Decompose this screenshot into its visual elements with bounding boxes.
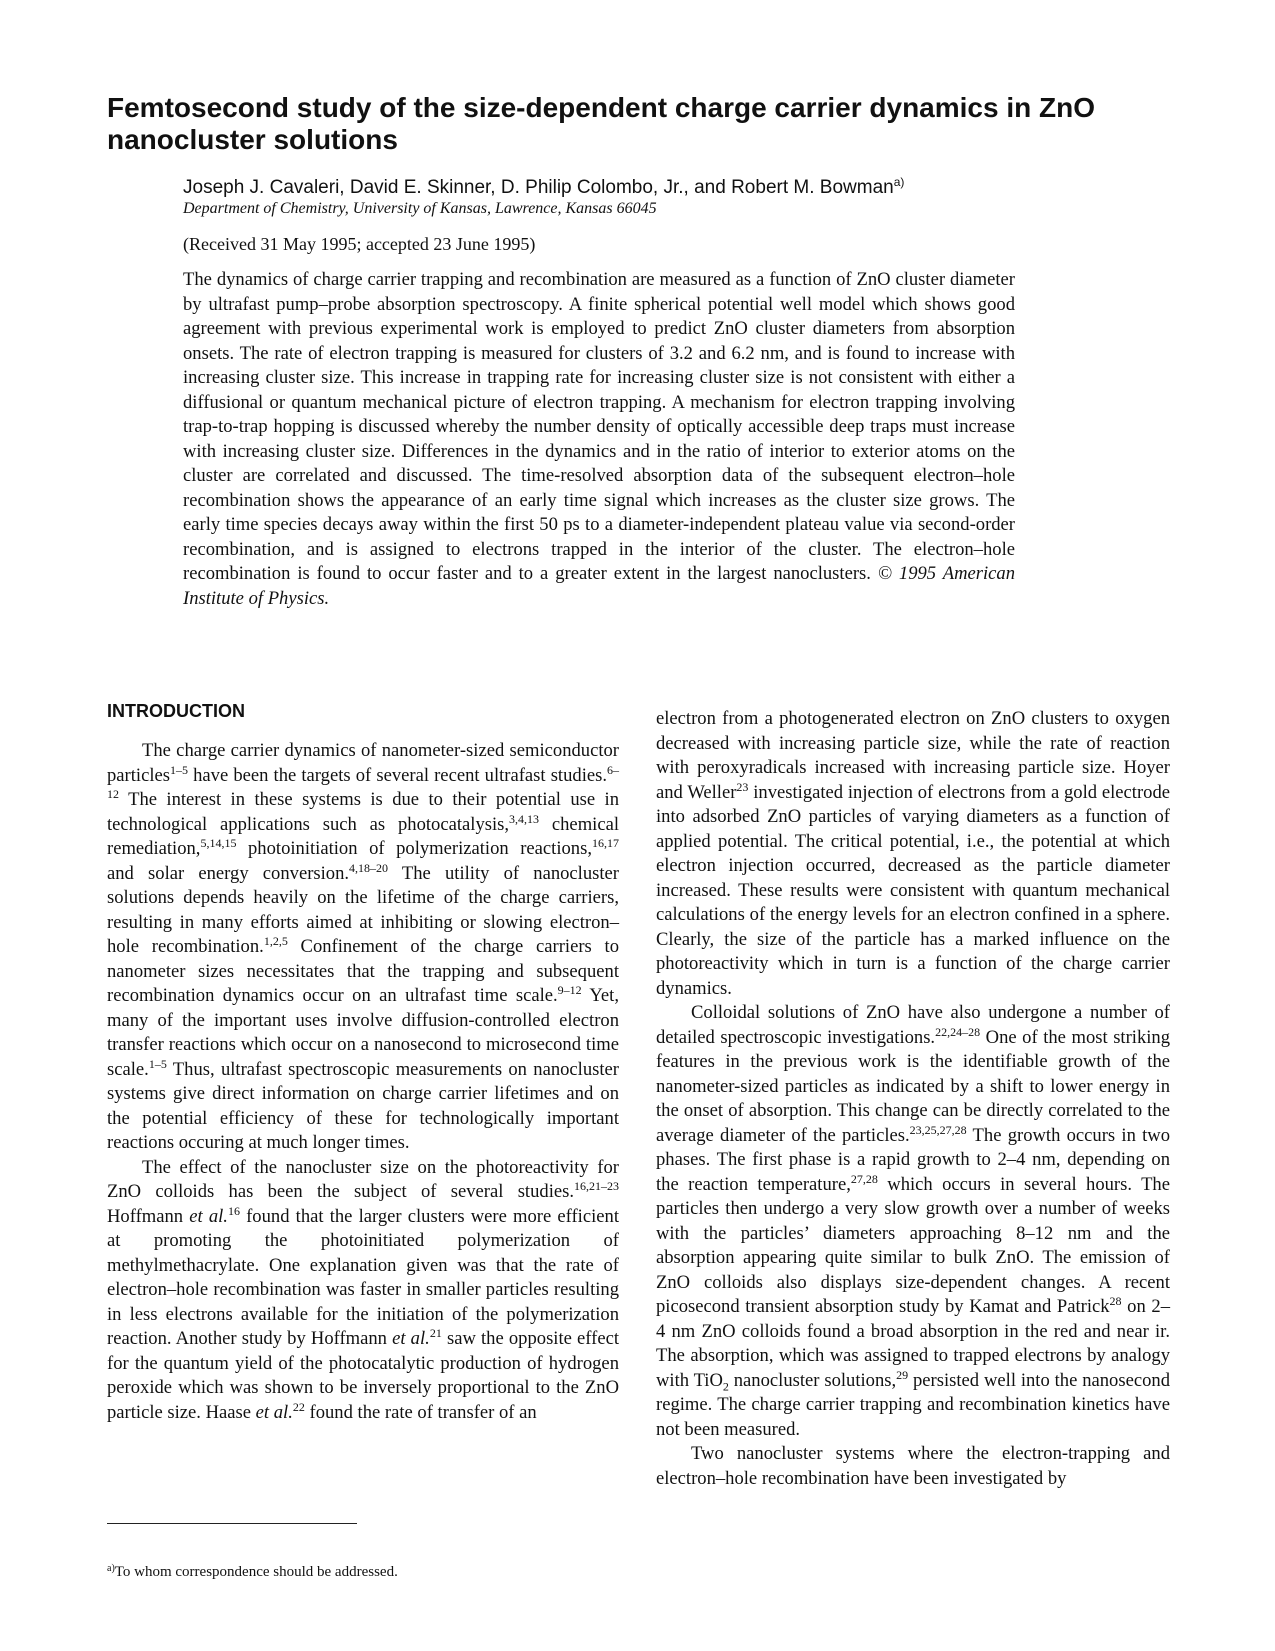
text-run: Two nanocluster systems where the electron-trapping and electron–hole recombination have been investigated by bbox=[656, 1443, 1170, 1489]
text-run: photoinitiation of polymerization reactions, bbox=[236, 838, 592, 859]
citation: 1,2,5 bbox=[263, 934, 288, 948]
author-footnote-mark: a) bbox=[893, 175, 905, 189]
text-run: One of the most striking features in the previous work is the identifiable growth of the nanometer-sized particles as indicated by a shift to lower energy in the onset of absorption. This change can be directly correlated to the average diameter of the particles. bbox=[656, 1026, 1171, 1146]
text-run: et al. bbox=[392, 1328, 430, 1349]
citation: 3,4,13 bbox=[509, 811, 540, 826]
subscript: 2 bbox=[722, 1379, 729, 1394]
author-names: Joseph J. Cavaleri, David E. Skinner, D. Philip Colombo, Jr., and Robert M. Bowman bbox=[183, 177, 894, 198]
text-run: found the rate of transfer of an bbox=[304, 1401, 537, 1423]
footnote-mark: a) bbox=[107, 1563, 115, 1574]
footnote-text: To whom correspondence should be addressed. bbox=[114, 1564, 398, 1580]
text-run: electron from a photogenerated electron on ZnO clusters to oxygen decreased with increasing particle size, while the rate of reaction with peroxyradicals increased with increasing particle size. Hoyer and Weller bbox=[656, 708, 1170, 803]
text-run: on 2–4 nm ZnO colloids found a broad absorption in the red and near ir. The absorption, which was assigned to trapped electrons by analogy with TiO bbox=[656, 1296, 1170, 1391]
text-run: et al. bbox=[189, 1205, 228, 1227]
text-run: et al. bbox=[255, 1401, 293, 1423]
text-run: The utility of nanocluster solutions depends heavily on the lifetime of the charge carriers, resulting in many efforts aimed at inhibiting or slowing electron–hole recombination. bbox=[107, 862, 619, 957]
citation: 29 bbox=[896, 1367, 909, 1382]
citation: 23 bbox=[736, 779, 749, 794]
intro-paragraph-2 bbox=[107, 1156, 619, 1426]
text-run: The interest in these systems is due to their potential use in technological applications such as photocatalysis, bbox=[107, 789, 619, 835]
citation: 6–12 bbox=[107, 762, 619, 801]
citation: 22 bbox=[292, 1399, 305, 1414]
text-run: The charge carrier dynamics of nanometer-sized semiconductor particles bbox=[107, 740, 619, 786]
footnote-divider bbox=[107, 1523, 357, 1524]
paper-title: Femtosecond study of the size-dependent charge carrier dynamics in ZnO nanocluster solutions bbox=[107, 92, 1095, 155]
text-run: and solar energy conversion. bbox=[107, 862, 350, 884]
text-run: Colloidal solutions of ZnO have also undergone a number of detailed spectroscopic investigations. bbox=[656, 1002, 1170, 1048]
text-run: The effect of the nanocluster size on the photoreactivity for ZnO colloids has been the subject of several studies. bbox=[107, 1156, 619, 1202]
citation: 23,25,27,28 bbox=[909, 1122, 967, 1137]
text-run: Yet, many of the important uses involve diffusion-controlled electron transfer reactions which occur on a nanosecond to microsecond time scale. bbox=[107, 985, 619, 1080]
citation: 5,14,15 bbox=[200, 836, 237, 850]
citation: 22,24–28 bbox=[935, 1024, 981, 1039]
text-run: nanocluster solutions, bbox=[728, 1369, 897, 1391]
citation: 1–5 bbox=[169, 762, 188, 777]
author-list bbox=[183, 176, 1083, 200]
citation: 16,21–23 bbox=[574, 1179, 619, 1193]
text-run: saw the opposite effect for the quantum yield of the photocatalytic production of hydrogen peroxide which was shown to be inversely proportional to the ZnO particle size. Haase bbox=[107, 1328, 619, 1423]
footnote bbox=[107, 1563, 619, 1581]
citation: 16,17 bbox=[592, 836, 619, 850]
text-run: investigated injection of electrons from a gold electrode into adsorbed ZnO particles of varying diameters as a function of applied potential. The critical potential, i.e., the potential at which electron injection occurred, decreased as the particle diameter increased. These results were consistent with quantum mechanical calculations of the energy levels for an electron confined in a sphere. Clearly, the size of the particle has a marked influence on the photoreactivity which in turn is a function of the charge carrier dynamics. bbox=[656, 781, 1171, 999]
intro-paragraph-5 bbox=[656, 1442, 1170, 1491]
abstract-text: The dynamics of charge carrier trapping and recombination are measured as a function of ZnO cluster diameter by ultrafast pump–probe absorption spectroscopy. A finite spherical potential well model which shows good agreement with previous experimental work is employed to predict ZnO cluster diameters from absorption onsets. The rate of electron trapping is measured for clusters of 3.2 and 6.2 nm, and is found to increase with increasing cluster size. This increase in trapping rate for increasing cluster size is not consistent with either a diffusional or quantum mechanical picture of electron trapping. A mechanism for electron trapping involving trap-to-trap hopping is discussed whereby the number density of optically accessible deep traps must increase with increasing cluster size. Differences in the dynamics and in the ratio of interior to exterior atoms on the cluster are correlated and discussed. The time-resolved absorption data of the subsequent electron–hole recombination shows the appearance of an early time signal which increases as the cluster size grows. The early time species decays away within the first 50 ps to a diameter-independent plateau value via second-order recombination, and is assigned to electrons trapped in the interior of the cluster. The electron–hole recombination is found to occur faster and to a greater extent in the largest nanoclusters. bbox=[183, 269, 1015, 584]
citation: 1–5 bbox=[148, 1056, 167, 1071]
right-column bbox=[656, 707, 1170, 1491]
text-run: Hoffmann bbox=[107, 1205, 190, 1227]
citation: 9–12 bbox=[557, 983, 582, 997]
text-run: The growth occurs in two phases. The first phase is a rapid growth to 2–4 nm, depending on the reaction temperature, bbox=[656, 1124, 1170, 1195]
citation: 27,28 bbox=[850, 1171, 878, 1186]
citation: 28 bbox=[1109, 1294, 1122, 1308]
citation: 4,18–20 bbox=[349, 860, 389, 875]
abstract bbox=[183, 268, 1015, 611]
copyright-notice: © 1995 American Institute of Physics. bbox=[183, 563, 1015, 609]
text-run: persisted well into the nanosecond regime. The charge carrier trapping and recombination kinetics have not been measured. bbox=[656, 1369, 1170, 1440]
citation: 16 bbox=[227, 1203, 240, 1218]
text-run: found that the larger clusters were more efficient at promoting the photoinitiated polymerization of methylmethacrylate. One explanation given was that the rate of electron–hole recombination was faster in smaller particles resulting in less electrons available for the initiation of the polymerization reaction. Another study by Hoffmann bbox=[107, 1205, 619, 1349]
left-column bbox=[107, 700, 619, 1425]
citation: 21 bbox=[429, 1326, 442, 1340]
text-run: Thus, ultrafast spectroscopic measurements on nanocluster systems give direct information on charge carrier lifetimes and on the potential efficiency of these for technologically important reactions occuring at much longer times. bbox=[107, 1058, 619, 1153]
affiliation: Department of Chemistry, University of Kansas, Lawrence, Kansas 66045 bbox=[183, 200, 657, 217]
text-run: which occurs in several hours. The particles then undergo a very slow growth over a number of weeks with the particles’ diameters approaching 8–12 nm and the absorption appearing quite similar to bulk ZnO. The emission of ZnO colloids also displays size-dependent changes. A recent picosecond transient absorption study by Kamat and Patrick bbox=[656, 1173, 1170, 1317]
text-run: Confinement of the charge carriers to nanometer sizes necessitates that the trapping and subsequent recombination dynamics occur on an ultrafast time scale. bbox=[107, 936, 619, 1006]
section-heading-introduction: INTRODUCTION bbox=[107, 701, 245, 721]
intro-paragraph-3 bbox=[656, 707, 1170, 1001]
text-run: have been the targets of several recent ultrafast studies. bbox=[187, 764, 607, 786]
received-date: (Received 31 May 1995; accepted 23 June 1995) bbox=[183, 234, 536, 254]
intro-paragraph-1 bbox=[107, 739, 619, 1156]
text-run: chemical remediation, bbox=[107, 813, 619, 859]
intro-paragraph-4 bbox=[656, 1001, 1170, 1442]
